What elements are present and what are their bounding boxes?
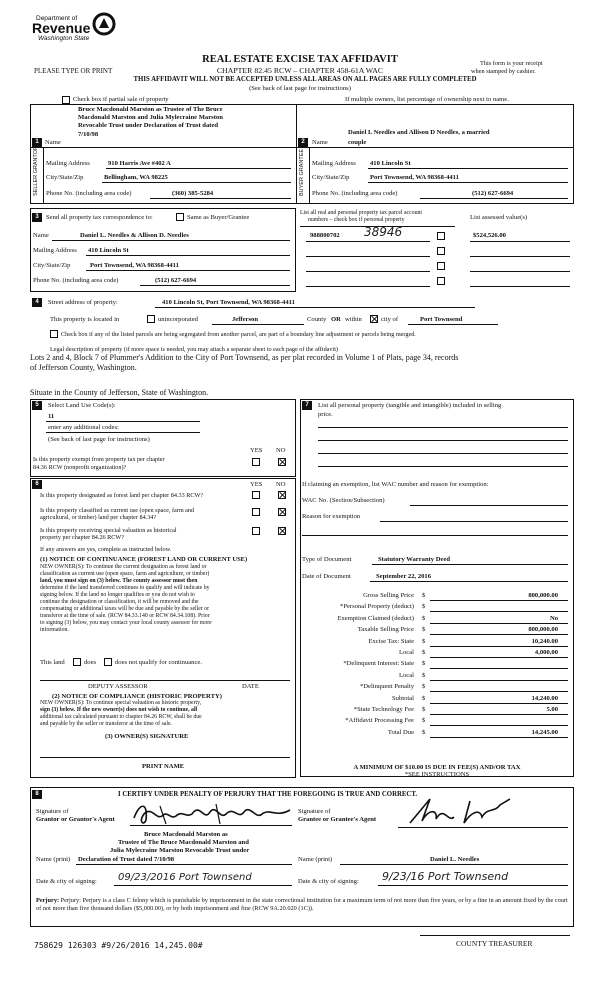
tax-label: Subtotal bbox=[392, 695, 414, 702]
seller-mail-label: Mailing Address bbox=[46, 160, 90, 167]
form-warning: THIS AFFIDAVIT WILL NOT BE ACCEPTED UNLESS ALL AREAS ON ALL PAGES ARE FULLY COMPLETED bbox=[133, 76, 477, 83]
receipt-note-1: This form is your receipt bbox=[480, 60, 543, 67]
land-use-code: 11 bbox=[48, 413, 55, 420]
tax-label: *Delinquent Interest: State bbox=[343, 660, 414, 667]
unincorporated-checkbox[interactable] bbox=[147, 315, 155, 323]
land-does-not-checkbox[interactable] bbox=[104, 658, 112, 666]
dor-emblem-icon bbox=[92, 12, 116, 36]
property-street: 410 Lincoln St, Port Townsend, WA 98368-4411 bbox=[162, 299, 295, 306]
grantor-sig-label-1: Signature of bbox=[36, 808, 69, 815]
seller-name-line-3: Revocable Trust under Declaration of Trust dated bbox=[78, 122, 219, 129]
deputy-date: DATE bbox=[242, 683, 259, 690]
partial-sale-label: Check box if partial sale of property bbox=[73, 96, 169, 103]
situate: Situate in the County of Jefferson, State of Washington. bbox=[30, 388, 209, 397]
within-label: within bbox=[345, 316, 362, 323]
grantee-name-print-label: Name (print) bbox=[298, 856, 333, 863]
assessed-header: List assessed value(s) bbox=[470, 214, 528, 221]
tax-label: Gross Selling Price bbox=[363, 592, 414, 599]
section-6-number: 6 bbox=[32, 480, 42, 489]
tax-label: Taxable Selling Price bbox=[357, 626, 414, 633]
same-as-buyer-label: Same as Buyer/Grantee bbox=[187, 214, 250, 221]
located-label: This property is located in bbox=[50, 316, 120, 323]
segregated-label: Check box if any of the listed parcels are being segregated from another parcel, are part of a boundary line adjustment or parcels being merged. bbox=[61, 331, 416, 338]
land-use-no: NO bbox=[276, 447, 286, 454]
tax-label: Exemption Claimed (deduct) bbox=[337, 615, 414, 622]
notice1-line-5: signing below. If the land no longer qualifies or you do not wish to bbox=[40, 592, 195, 598]
corr-phone-label: Phone No. (including area code) bbox=[33, 277, 119, 284]
grantor-date-label: Date & city of signing: bbox=[36, 878, 97, 885]
buyer-name-label: Name bbox=[312, 139, 328, 146]
historic-q2: property per chapter 84.26 RCW? bbox=[40, 534, 125, 541]
tax-dollar-sign: $ bbox=[422, 672, 426, 679]
current-use-q2: agricultural, or timber) land per chapter 84.34? bbox=[40, 514, 157, 521]
tax-dollar-sign: $ bbox=[422, 706, 426, 713]
print-name: PRINT NAME bbox=[142, 763, 185, 770]
dor-logo bbox=[32, 12, 122, 48]
grantor-name-line-1: Bruce Macdonald Marston as bbox=[144, 831, 228, 838]
partial-sale-checkbox[interactable] bbox=[62, 96, 70, 104]
tax-label: *Personal Property (deduct) bbox=[340, 603, 414, 610]
reason-label: Reason for exemption bbox=[302, 513, 361, 520]
land-does-checkbox[interactable] bbox=[73, 658, 81, 666]
minimum-fee: A MINIMUM OF $10.00 IS DUE IN FEE(S) AND/OR TAX bbox=[353, 764, 521, 771]
parcel-header-2: numbers – check box if personal property bbox=[308, 217, 405, 223]
grantee-name: Daniel L. Needles bbox=[430, 856, 480, 863]
grantor-name-line-3: Julia Mylecraine Marston Revocable Trust under bbox=[110, 847, 250, 854]
buyer-phone-label: Phone No. (including area code) bbox=[312, 190, 398, 197]
notice2-line-2: sign (3) below. If the new owner(s) does not wish to continue, all bbox=[40, 707, 198, 713]
tax-dollar-sign: $ bbox=[422, 615, 426, 622]
seller-name-line-4: 7/10/98 bbox=[78, 131, 99, 138]
grantor-name-print-label: Name (print) bbox=[36, 856, 71, 863]
exempt-no-checkbox[interactable] bbox=[278, 458, 286, 466]
notice1-line-6: continue the designation or classification, it will be removed and the bbox=[40, 599, 199, 605]
corr-phone: (512) 627-6694 bbox=[155, 277, 197, 284]
tax-label: *Delinquent Penalty bbox=[359, 683, 414, 690]
corr-mail: 410 Lincoln St bbox=[88, 247, 129, 254]
exempt-yes-checkbox[interactable] bbox=[252, 458, 260, 466]
tax-value: 10,240.00 bbox=[531, 638, 558, 645]
buyer-name-line-2: couple bbox=[348, 139, 367, 146]
tax-value: 5.00 bbox=[546, 706, 558, 713]
if-yes-note: If any answers are yes, complete as instructed below. bbox=[40, 546, 172, 553]
corr-label: Send all property tax correspondence to: bbox=[46, 214, 153, 221]
notice1-line-8: transferor at the time of sale. (RCW 84.33.140 or RCW 84.34.108). Prior bbox=[40, 613, 210, 619]
section-8-number: 8 bbox=[32, 790, 42, 799]
sec6-yes: YES bbox=[250, 481, 263, 488]
personal-property-label-2: price. bbox=[318, 411, 333, 418]
unincorporated-label: unincorporated bbox=[158, 316, 198, 323]
within-city-checkbox[interactable] bbox=[370, 315, 378, 323]
notice1-line-3: land, you must sign on (3) below. The county assessor must then bbox=[40, 578, 198, 584]
street-label: Street address of property: bbox=[48, 299, 118, 306]
city-of-label: city of bbox=[381, 316, 399, 323]
tax-dollar-sign: $ bbox=[422, 729, 426, 736]
seller-mail: 910 Harris Ave #402 A bbox=[108, 160, 171, 167]
notice1-line-1: NEW OWNER(S): To continue the current designation as forest land or bbox=[40, 564, 207, 570]
section-5-number: 5 bbox=[32, 401, 42, 410]
buyer-name-line-1: Daniel L Needles and Allison D Needles, a married bbox=[348, 129, 490, 136]
tax-dollar-sign: $ bbox=[422, 649, 426, 656]
see-instructions: *SEE INSTRUCTIONS bbox=[404, 771, 470, 778]
corr-city: Port Townsend, WA 98368-4411 bbox=[90, 262, 179, 269]
buyer-side-label: BUYER GRANTEE bbox=[299, 148, 305, 196]
notice2-line-1: NEW OWNER(S): To continue special valuation as historic property, bbox=[40, 700, 202, 706]
buyer-city: Port Townsend, WA 98368-4411 bbox=[370, 174, 459, 181]
current-use-no-checkbox[interactable] bbox=[278, 508, 286, 516]
tax-dollar-sign: $ bbox=[422, 683, 426, 690]
tax-dollar-sign: $ bbox=[422, 717, 426, 724]
seller-name-line-2: Macdonald Marston and Julia Mylecraine Marston bbox=[78, 114, 223, 121]
notice1-line-2: classification as current use (open space, farm and agriculture, or timber) bbox=[40, 571, 210, 577]
tax-value: 800,000.00 bbox=[528, 592, 558, 599]
notice2-title: (2) NOTICE OF COMPLIANCE (HISTORIC PROPERTY) bbox=[52, 693, 222, 700]
tax-label: Total Due bbox=[387, 729, 414, 736]
please-print: PLEASE TYPE OR PRINT bbox=[34, 67, 113, 75]
seller-phone: (360) 385-5284 bbox=[172, 190, 214, 197]
seller-city: Bellingham, WA 98225 bbox=[104, 174, 168, 181]
county-name: Jefferson bbox=[232, 316, 258, 323]
tax-label: *State Technology Fee bbox=[353, 706, 414, 713]
tax-label: *Affidavit Processing Fee bbox=[345, 717, 414, 724]
buyer-mail: 410 Lincoln St bbox=[370, 160, 411, 167]
tax-value: 14,240.00 bbox=[531, 695, 558, 702]
exemption-label: If claiming an exemption, list WAC number and reason for exemption: bbox=[302, 481, 489, 488]
grantor-sig-label-2: Grantor or Grantor's Agent bbox=[36, 816, 115, 823]
perjury-text: Perjury: Perjury is a class C felony which is punishable by imprisonment in the state correctional institution for a maximum term of not more than five years, or by a fine in an amount fixed by the court of not more than five thousand dollars ($5,000.00), or by both imprisonment and fine (RCW 9A.20.020 (1C)). bbox=[36, 897, 568, 912]
grantor-date-city: 09/23/2016 Port Townsend bbox=[118, 872, 252, 883]
notice1-line-7: compensating or additional taxes will be due and payable by the seller or bbox=[40, 606, 210, 612]
corr-name-label: Name bbox=[33, 232, 49, 239]
doc-type: Statutory Warranty Deed bbox=[378, 556, 451, 563]
grantor-name-line-4: Declaration of Trust dated 7/10/98 bbox=[78, 856, 175, 863]
doc-date: September 22, 2016 bbox=[376, 573, 432, 580]
legal-line-2: of Jefferson County, Washington. bbox=[30, 363, 137, 372]
parcel-2-personal-checkbox[interactable] bbox=[437, 247, 445, 255]
parcel-header-1: List all real and personal property tax parcel account bbox=[300, 210, 423, 216]
parcel-number: 988800702 bbox=[310, 232, 340, 239]
this-land: This land bbox=[40, 659, 65, 666]
perjury-note: Perjury: Perjury: Perjury is a class C felony which is punishable by imprisonment in the state correctional institution for a maximum term of not more than five years, or by a fine in an amount fixed by the court of not more than five thousand dollars ($5,000.00), or by both imprisonment and fine (RCW 9A.20.020 (1C)). bbox=[36, 897, 568, 912]
historic-q1: Is this property receiving special valuation as historical bbox=[40, 527, 177, 534]
dept-line3: Washington State bbox=[38, 35, 90, 42]
wac-label: WAC No. (Section/Subsection) bbox=[302, 497, 385, 504]
section-4-number: 4 bbox=[32, 298, 42, 307]
land-use-see-back: (See back of last page for instructions) bbox=[48, 436, 150, 443]
sec6-no: NO bbox=[276, 481, 286, 488]
notice2-line-3: additional tax calculated pursuant to chapter 84.26 RCW, shall be due bbox=[40, 714, 202, 720]
doc-date-label: Date of Document bbox=[302, 573, 351, 580]
notice1-title: (1) NOTICE OF CONTINUANCE (FOREST LAND OR CURRENT USE) bbox=[40, 556, 248, 563]
seller-city-label: City/State/Zip bbox=[46, 174, 84, 181]
dept-line2: Revenue bbox=[32, 20, 91, 36]
see-back: (See back of last page for instructions) bbox=[249, 85, 351, 92]
dept-line1: Department of bbox=[36, 15, 78, 22]
forest-yes-checkbox[interactable] bbox=[252, 491, 260, 499]
doc-type-label: Type of Document bbox=[302, 556, 352, 563]
grantor-name-line-2: Trustee of The Bruce Macdonald Marston and bbox=[118, 839, 249, 846]
property-city: Port Townsend bbox=[420, 316, 463, 323]
owner-signature: (3) OWNER(S) SIGNATURE bbox=[105, 733, 189, 740]
notice1-line-4: determine if the land transferred continues to qualify and will indicate by bbox=[40, 585, 210, 591]
does-label: does bbox=[84, 659, 97, 666]
section-3-number: 3 bbox=[32, 213, 42, 222]
buyer-mail-label: Mailing Address bbox=[312, 160, 356, 167]
notice2-line-4: and payable by the seller or transferor at the time of sale. bbox=[40, 721, 172, 727]
buyer-phone: (512) 627-6694 bbox=[472, 190, 514, 197]
exempt-q2: 84.36 RCW (nonprofit organization)? bbox=[33, 464, 127, 471]
tax-value: No bbox=[549, 615, 558, 622]
legal-label: Legal description of property (if more space is needed, you may attach a separate sheet to each page of the affidavit) bbox=[50, 346, 338, 353]
form-title: REAL ESTATE EXCISE TAX AFFIDAVIT bbox=[202, 54, 398, 65]
section-7-number: 7 bbox=[302, 401, 312, 410]
land-use-yes: YES bbox=[250, 447, 263, 454]
parcel-assessed: $524,526.00 bbox=[473, 232, 506, 239]
treasurer-stamp: 758629 126303 #9/26/2016 14,245.00# bbox=[34, 941, 203, 950]
legal-line-1: Lots 2 and 4, Block 7 of Plummer's Addition to the City of Port Townsend, as per plat recorded in Volume 1 of Plats, page 34, records bbox=[30, 353, 459, 362]
corr-mail-label: Mailing Address bbox=[33, 247, 77, 254]
grantee-date-city: 9/23/16 Port Townsend bbox=[382, 870, 509, 883]
land-use-label: Select Land Use Code(s): bbox=[48, 402, 116, 409]
buyer-city-label: City/State/Zip bbox=[312, 174, 350, 181]
receipt-note-2: when stamped by cashier. bbox=[471, 68, 536, 75]
parcel-1-personal-checkbox[interactable] bbox=[437, 232, 445, 240]
grantee-date-label: Date & city of signing: bbox=[298, 878, 359, 885]
notice1-line-9: to signing (3) below, you may contact your local county assessor for more bbox=[40, 620, 212, 626]
tax-dollar-sign: $ bbox=[422, 626, 426, 633]
corr-name: Daniel L. Needles & Allison D. Needles bbox=[80, 232, 189, 239]
segregated-checkbox[interactable] bbox=[50, 330, 58, 338]
tax-dollar-sign: $ bbox=[422, 695, 426, 702]
historic-yes-checkbox[interactable] bbox=[252, 527, 260, 535]
grantee-signature bbox=[400, 795, 560, 829]
tax-value: 4,000.00 bbox=[534, 649, 558, 656]
grantee-sig-label-1: Signature of bbox=[298, 808, 331, 815]
or-label: OR bbox=[331, 316, 341, 323]
tax-value: 14,245.00 bbox=[531, 729, 558, 736]
forest-q: Is this property designated as forest land per chapter 84.33 RCW? bbox=[40, 492, 204, 499]
section-2-number: 2 bbox=[298, 138, 308, 147]
additional-codes: enter any additional codes: bbox=[48, 424, 119, 431]
forest-no-checkbox[interactable] bbox=[278, 491, 286, 499]
grantee-sig-label-2: Grantee or Grantee's Agent bbox=[298, 816, 377, 823]
certify-title: I CERTIFY UNDER PENALTY OF PERJURY THAT THE FOREGOING IS TRUE AND CORRECT. bbox=[118, 791, 418, 798]
parcel-handwritten: 38946 bbox=[364, 225, 403, 239]
section-1-number: 1 bbox=[32, 138, 42, 147]
same-as-buyer-checkbox[interactable] bbox=[176, 213, 184, 221]
tax-dollar-sign: $ bbox=[422, 660, 426, 667]
seller-side-label: SELLER GRANTOR bbox=[33, 145, 39, 196]
historic-no-checkbox[interactable] bbox=[278, 527, 286, 535]
tax-dollar-sign: $ bbox=[422, 603, 426, 610]
does-not-label: does not qualify for continuance. bbox=[115, 659, 202, 666]
tax-value: 800,000.00 bbox=[528, 626, 558, 633]
county-treasurer: COUNTY TREASURER bbox=[456, 939, 533, 948]
tax-label: Local bbox=[398, 672, 414, 679]
multiple-owners-note: If multiple owners, list percentage of ownership next to name. bbox=[345, 96, 509, 103]
tax-label: Excise Tax: State bbox=[368, 638, 414, 645]
notice1-line-10: information. bbox=[40, 627, 69, 633]
exempt-q1: Is this property exempt from property tax per chapter bbox=[33, 456, 165, 463]
parcel-4-personal-checkbox[interactable] bbox=[437, 277, 445, 285]
deputy-assessor: DEPUTY ASSESSOR bbox=[88, 683, 148, 690]
form-subtitle: CHAPTER 82.45 RCW – CHAPTER 458-61A WAC bbox=[216, 66, 384, 75]
corr-city-label: City/State/Zip bbox=[33, 262, 71, 269]
personal-property-label-1: List all personal property (tangible and intangible) included in selling bbox=[318, 402, 502, 409]
tax-label: Local bbox=[398, 649, 414, 656]
tax-dollar-sign: $ bbox=[422, 592, 426, 599]
seller-name-line-1: Bruce Macdonald Marston as Trustee of The Bruce bbox=[78, 106, 223, 113]
parcel-3-personal-checkbox[interactable] bbox=[437, 262, 445, 270]
seller-phone-label: Phone No. (including area code) bbox=[46, 190, 132, 197]
tax-dollar-sign: $ bbox=[422, 638, 426, 645]
grantor-signature bbox=[130, 798, 295, 828]
seller-name-label: Name bbox=[45, 139, 61, 146]
county-label: County bbox=[307, 316, 327, 323]
current-use-q1: Is this property classified as current use (open space, farm and bbox=[40, 507, 195, 514]
current-use-yes-checkbox[interactable] bbox=[252, 508, 260, 516]
